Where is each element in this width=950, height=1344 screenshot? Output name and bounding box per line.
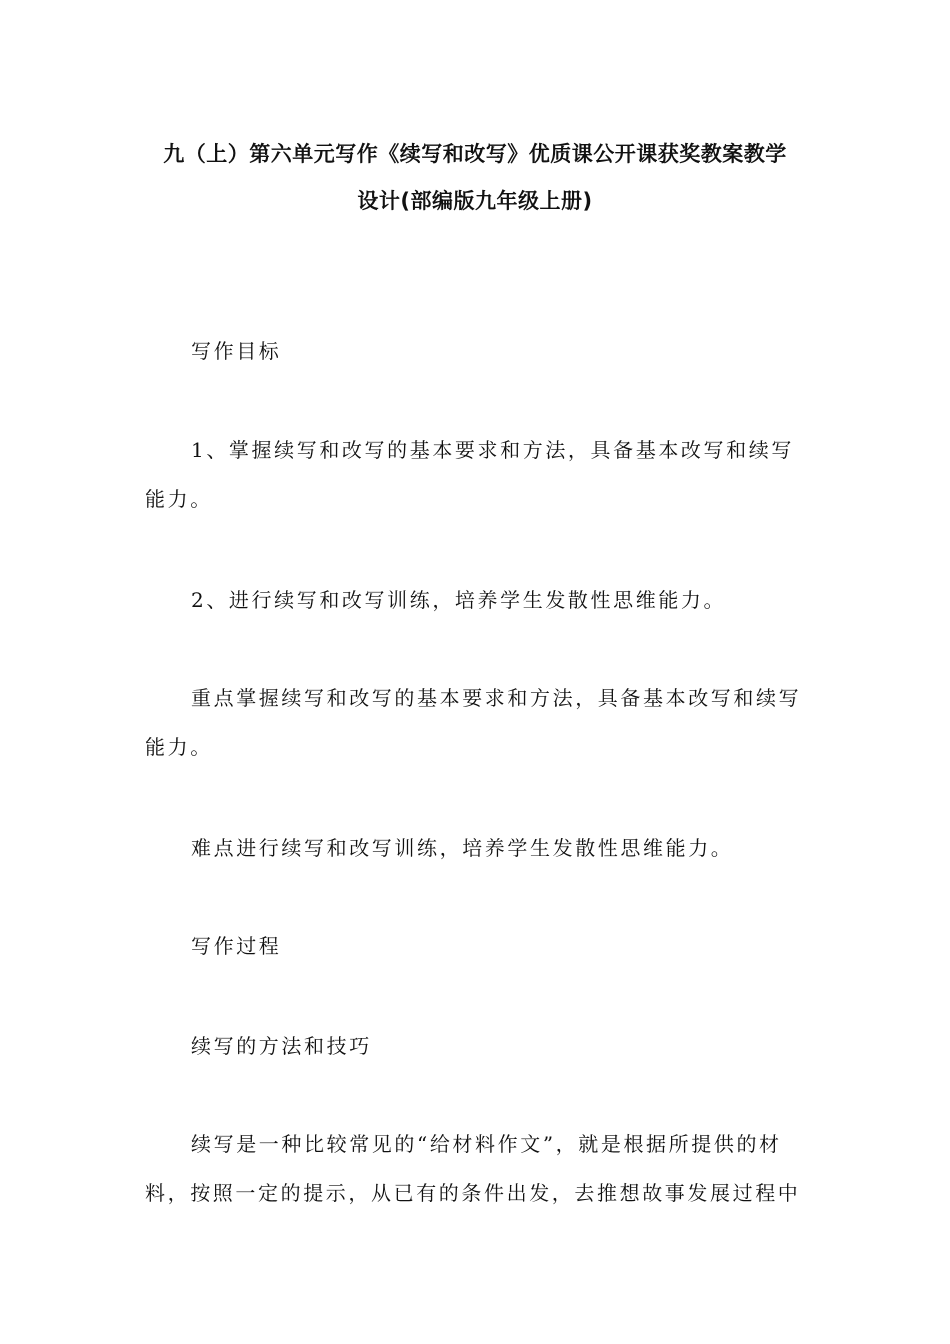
section-heading-writing-goals: 写作目标 bbox=[191, 339, 282, 363]
goal-paragraph-2: 2、进行续写和改写训练，培养学生发散性思维能力。 bbox=[191, 588, 727, 612]
difficulty-paragraph: 难点进行续写和改写训练，培养学生发散性思维能力。 bbox=[191, 836, 734, 860]
document-title-line-1: 九（上）第六单元写作《续写和改写》优质课公开课获奖教案教学 bbox=[163, 142, 787, 166]
subheading-continuation-methods: 续写的方法和技巧 bbox=[191, 1034, 372, 1058]
section-heading-writing-process: 写作过程 bbox=[191, 934, 282, 958]
goal-paragraph-1: 1、掌握续写和改写的基本要求和方法，具备基本改写和续写能力。 bbox=[145, 438, 794, 511]
document-title-line-2: 设计(部编版九年级上册) bbox=[357, 189, 593, 213]
key-point-paragraph: 重点掌握续写和改写的基本要求和方法，具备基本改写和续写能力。 bbox=[145, 686, 802, 759]
body-paragraph-continuation: 续写是一种比较常见的“给材料作文”，就是根据所提供的材料，按照一定的提示，从已有的条件出发，去推想故事发展过程中 bbox=[145, 1132, 801, 1205]
